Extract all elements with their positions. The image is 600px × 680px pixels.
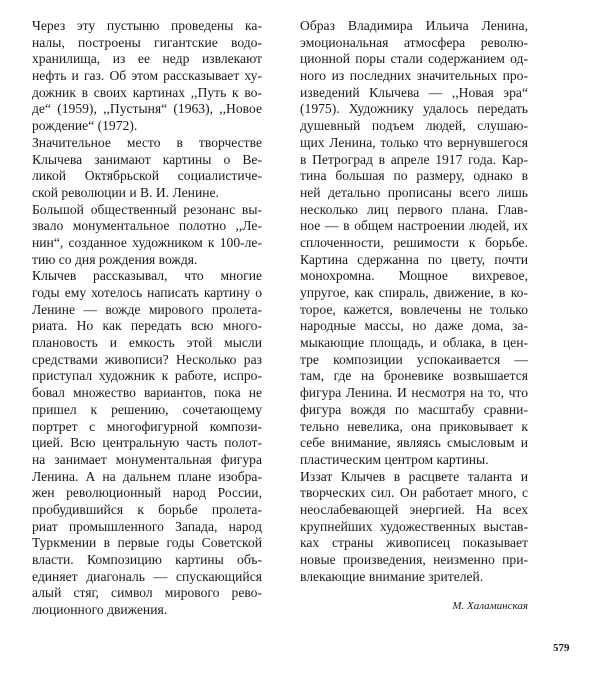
text-line: ликой Октябрьской социалистиче- (32, 168, 262, 184)
text-line: тельно невелика, она приковывает к (300, 418, 528, 434)
text-line: неослабевающей энергией. На всех (300, 501, 528, 517)
text-line: Большой общественный резонанс вы- (32, 201, 262, 217)
text-line: рождение“ (1972). (32, 118, 138, 134)
text-line: влекающие внимание зрителей. (300, 568, 484, 584)
text-line: душевный подъем людей, слушаю- (300, 118, 528, 134)
text-line: в Петроград в апреле 1917 года. Кар- (300, 151, 528, 167)
text-column-left (32, 18, 262, 619)
text-line: пришел к решению, сочетающему (32, 401, 262, 417)
text-line: люционного движения. (32, 602, 168, 618)
text-line: Значительное место в творчестве (32, 134, 262, 150)
text-line: себе внимание, являясь смысловым и (300, 435, 528, 451)
text-line: хранилища, из ее недр извлекают (32, 51, 262, 67)
text-line: риата. Но как передать всю много- (32, 318, 262, 334)
text-line: сплоченности, решимости к борьбе. (300, 234, 528, 250)
text-line: изведений Клычева — ,,Новая эра“ (300, 84, 528, 100)
text-line: торое, кажется, вовлечены не только (300, 301, 528, 317)
text-line: средствами живописи? Несколько раз (32, 351, 262, 367)
text-line: там, где на броневике возвышается (300, 368, 528, 384)
page-number: 579 (553, 642, 570, 654)
text-line: фигура вождя по масштабу сравни- (300, 401, 528, 417)
text-line: монохромна. Мощное вихревое, (300, 268, 528, 284)
text-line: Ленина. А на дальнем плане изобра- (32, 468, 262, 484)
author-signature: М. Халаминская (452, 600, 528, 612)
text-line: годы ему хотелось написать картину о (32, 285, 262, 300)
text-line: приступал художник к работе, испро- (32, 368, 262, 384)
text-line: ционной поры стали содержанием од- (300, 51, 528, 67)
text-line: пробудившийся к борьбе пролета- (32, 501, 262, 517)
text-line: щих Ленина, только что вернувшегося (300, 134, 528, 150)
text-line: бовал множество вариантов, пока не (32, 385, 262, 401)
text-line: несколько лиц первого плана. Глав- (300, 201, 528, 217)
text-line: новые произведения, неизменно при- (300, 552, 528, 567)
text-line: пластическим центром картины. (300, 451, 489, 467)
text-line: Картина сдержанна по цвету, почти (300, 251, 528, 267)
text-line: единяет диагональ — спускающийся (32, 568, 262, 584)
text-line: алый стяг, символ мирового рево- (32, 585, 262, 601)
text-line: (1975). Художнику удалось передать (300, 101, 528, 117)
text-line: упругое, как спираль, движение, в ко- (300, 285, 528, 300)
text-line: ской революции и В. И. Ленине. (32, 184, 219, 200)
text-line: творческих сил. Он работает много, с (300, 485, 528, 501)
text-line: налы, построены гигантские водо- (32, 34, 262, 50)
text-line: тина большая по размеру, однако в (300, 168, 528, 184)
text-line: риат промышленного Запада, народ (32, 518, 262, 534)
text-line: тию со дня рождения вождя. (32, 251, 198, 267)
text-line: жен революционный народ России, (32, 485, 262, 501)
text-line: дожник в своих картинах ,,Путь к во- (32, 84, 262, 100)
text-line: нефть и газ. Об этом рассказывает ху- (32, 68, 262, 84)
text-line: ней детально прописаны всего лишь (300, 184, 528, 200)
text-line: тре композиции успокаивается — (300, 351, 528, 367)
text-line: ное — в общем настроении людей, их (300, 218, 528, 234)
text-line: Образ Владимира Ильича Ленина, (300, 18, 528, 33)
text-line: де“ (1959), ,,Пустыня“ (1963), ,,Новое (32, 101, 262, 117)
text-line: ного из последних значительных про- (300, 68, 528, 84)
text-line: власти. Композицию картины объ- (32, 552, 262, 567)
text-line: портрет с многофигурной компози- (32, 418, 262, 434)
text-line: Иззат Клычев в расцвете таланта и (300, 468, 528, 484)
text-line: цией. Всю центральную часть полот- (32, 435, 262, 451)
text-line: Ленине — вожде мирового пролета- (32, 301, 262, 317)
text-line: Туркмении в первые годы Советской (32, 535, 262, 551)
text-line: Через эту пустыню проведены ка- (32, 18, 262, 33)
text-line: Клычев рассказывал, что многие (32, 268, 262, 284)
text-line: эмоциональная атмосфера револю- (300, 34, 528, 50)
text-line: нин“, созданное художником к 100-ле- (32, 234, 262, 250)
text-line: ках страны живописец показывает (300, 535, 528, 551)
text-line: мыкающие площадь, и облака, в цен- (300, 335, 528, 351)
text-line: плановость и емкость этой мысли (32, 335, 262, 351)
text-column-right (300, 18, 528, 585)
text-line: на занимает монументальная фигура (32, 451, 262, 467)
text-line: звало монументальное полотно ,,Ле- (32, 218, 262, 234)
text-line: крупнейших художественных выстав- (300, 518, 528, 534)
text-line: народные массы, но даже дома, за- (300, 318, 528, 334)
text-line: фигура Ленина. И несмотря на то, что (300, 385, 528, 401)
text-line: Клычева занимают картины о Ве- (32, 151, 262, 167)
